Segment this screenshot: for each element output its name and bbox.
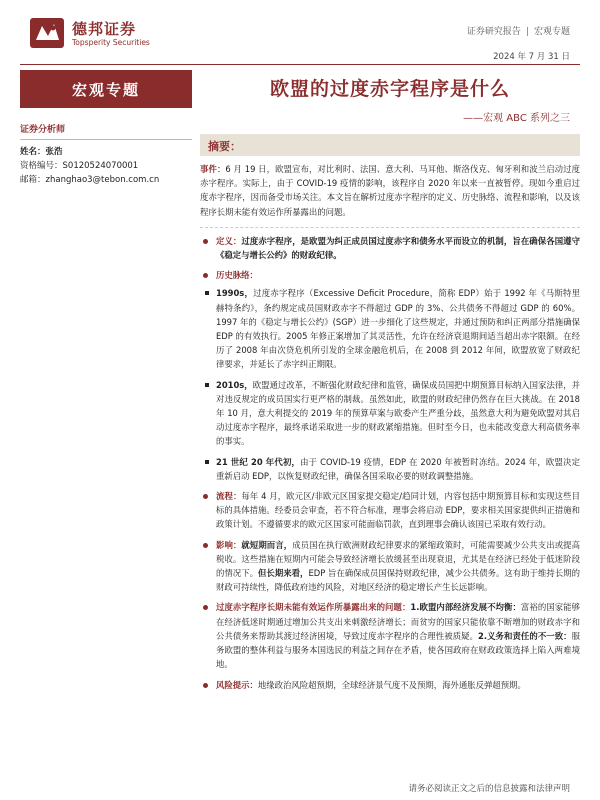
definition-text: 过度赤字程序，是欧盟为纠正成员国过度赤字和债务水平而设立的机制，旨在确保各国遵守《稳定与增长公约》的财政纪律。 [216, 235, 581, 261]
page-title: 欧盟的过度赤字程序是什么 [269, 78, 510, 100]
problem-1-text: 富裕的国家能够在经济低迷时期通过增加公共支出来刺激经济增长；而贫穷的国家只能依靠不断增加的财政赤字和公共债务来帮助其渡过经济困境，导致过度赤字程序的合理性被质疑。 [216, 602, 581, 641]
report-category: 宏观专题 [533, 27, 570, 37]
process-text: 每年 4 月，欧元区/非欧元区国家提交稳定/趋同计划，内容包括中期预算目标和实现这些目标的具体措施。经委员会审查，若不符合标准，理事会将启动 EDP，要求相关国家提供纠正措施和政策计划。不遵循要求的欧元区国家可能面临罚款，直到理事会确认该国已采取有效行动。 [216, 491, 580, 530]
process-label: 流程： [216, 491, 242, 502]
definition-item [200, 234, 580, 262]
report-date: 2024 年 7 月 31 日 [493, 52, 570, 62]
header-divider [20, 64, 580, 65]
impact-long-term-text: EDP 旨在确保成员国保持财政纪律，减少公共债务。这有助于维持长期的财政可持续性，降低政府违约风险，对地区经济的稳定增长产生长远影响。 [216, 568, 581, 593]
analyst-cert-row [20, 159, 192, 173]
analyst-panel [20, 122, 192, 187]
analyst-email-row [20, 173, 192, 187]
event-label: 事件： [200, 164, 226, 174]
risk-label: 风险提示： [216, 679, 258, 690]
analyst-cert-number: S0120524070001 [62, 161, 139, 171]
problem-2-label: 2.义务和责任的不一致： [478, 630, 572, 641]
page-subtitle: ——宏观 ABC 系列之三 [463, 113, 570, 124]
event-paragraph [200, 162, 580, 219]
definition-label: 定义： [216, 235, 242, 246]
logo-text-en: Topsperity Securities [72, 38, 150, 47]
problem-1-label: 1.欧盟内部经济发展不均衡： [410, 602, 521, 613]
analyst-email-label: 邮箱： [20, 175, 46, 185]
problem-2-text: 服务欧盟的整体利益与服务本国选民的利益之间存在矛盾，使各国政府在财政政策选择上陷入两难境地。 [216, 630, 580, 670]
section-divider [200, 227, 580, 228]
history-2020s [200, 455, 580, 483]
logo-mark-icon [28, 16, 66, 50]
history-2020s-label: 21 世纪 20 年代初， [216, 456, 301, 467]
risk-item [200, 678, 580, 692]
company-logo [28, 16, 188, 52]
analyst-name-label: 姓名： [20, 147, 46, 157]
history-item [200, 268, 580, 282]
report-type-header [467, 24, 570, 37]
risk-text: 地缘政治风险超预期，全球经济景气度不及预期，海外通胀反弹超预期。 [257, 679, 526, 690]
impact-long-term-label: 但长期来看， [258, 568, 309, 579]
history-1990s [200, 286, 580, 371]
event-text: 6 月 19 日，欧盟宣布，对比利时、法国、意大利、马耳他、斯洛伐克、匈牙利和波兰启动过度赤字程序。实际上，由于 COVID-19 疫情的影响，该程序自 2020 年以来一直被暂停。现如今重启过度赤字程序，因而备受市场关注。本文旨在解析过度赤字程序的定义、历史脉络、流程和影响，以及该程序长期未能有效运作所暴露出的问题。 [200, 164, 580, 217]
impact-label: 影响： [216, 539, 242, 550]
logo-text-cn: 德邦证券 [72, 20, 137, 38]
history-2010s-label: 2010s， [216, 379, 253, 390]
impact-short-term-text: 成员国在执行欧洲财政纪律要求的紧缩政策时，可能需要减少公共支出或提高税收。这些措施在短期内可能会导致经济增长放缓甚至出现衰退，尤其是在经济已经处于低迷阶段的情况下。 [216, 539, 581, 579]
abstract-body [200, 162, 580, 692]
analyst-cert-label: 资格编号： [20, 161, 63, 171]
problems-item [200, 600, 580, 671]
analyst-email-link[interactable]: zhanghao3@tebon.com.cn [45, 175, 160, 185]
analyst-name: 张浩 [45, 147, 63, 157]
category-banner: 宏观专题 [20, 70, 192, 108]
history-1990s-label: 1990s， [216, 288, 254, 299]
report-type: 证券研究报告 [466, 27, 521, 37]
history-2010s [200, 378, 580, 449]
analyst-name-row [20, 145, 192, 159]
header-separator: | [525, 27, 529, 37]
abstract-heading: 摘要： [200, 134, 580, 156]
history-1990s-text: 过度赤字程序（Excessive Deficit Procedure，简称 EDP）始于 1992 年《马斯特里赫特条约》，条约规定成员国财政赤字不得超过 GDP 的 3%、公共债务不得超过 GDP 的 60%。1997 年的《稳定与增长公约》(SGP）进一步细化了这些规定，并通过预防和纠正两部分措施确保 EDP 的有效执行。2005 年修正案增加了其灵活性，允许在经济衰退期间适当超出赤字限额。在经历了 2008 年由次贷危机所引发的全球金融危机后，在 2008 到 2012 年间，欧盟放宽了财政纪律要求，并延长了赤字纠正期限。 [216, 288, 581, 370]
disclaimer-footer: 请务必阅读正文之后的信息披露和法律声明 [408, 784, 570, 794]
problems-label: 过度赤字程序长期未能有效运作所暴露出来的问题： [216, 602, 411, 613]
impact-item [200, 538, 580, 595]
history-label: 历史脉络： [216, 270, 258, 281]
process-item [200, 489, 580, 532]
impact-short-term-label: 就短期而言， [241, 539, 293, 550]
history-2020s-text: 由于 COVID-19 疫情，EDP 在 2020 年被暂时冻结。2024 年，欧盟决定重新启动 EDP，以恢复财政纪律，确保各国采取必要的财政调整措施。 [216, 456, 580, 481]
history-2010s-text: 欧盟通过改革，不断强化财政纪律和监管，确保成员国把中期预算目标纳入国家法律，并对违反规定的成员国实行更严格的制裁。虽然如此，欧盟的财政纪律仍然存在巨大挑战。在 2018 年 10 月，意大利提交的 2019 年的预算草案与欧委产生严重分歧，虽然意大利为避免欧盟对其启动过度赤字程序，最终承诺采取进一步的财政紧缩措施。但时至今日，也未能改变意大利高债务率的事实。 [216, 379, 581, 447]
analyst-heading: 证券分析师 [20, 122, 192, 140]
